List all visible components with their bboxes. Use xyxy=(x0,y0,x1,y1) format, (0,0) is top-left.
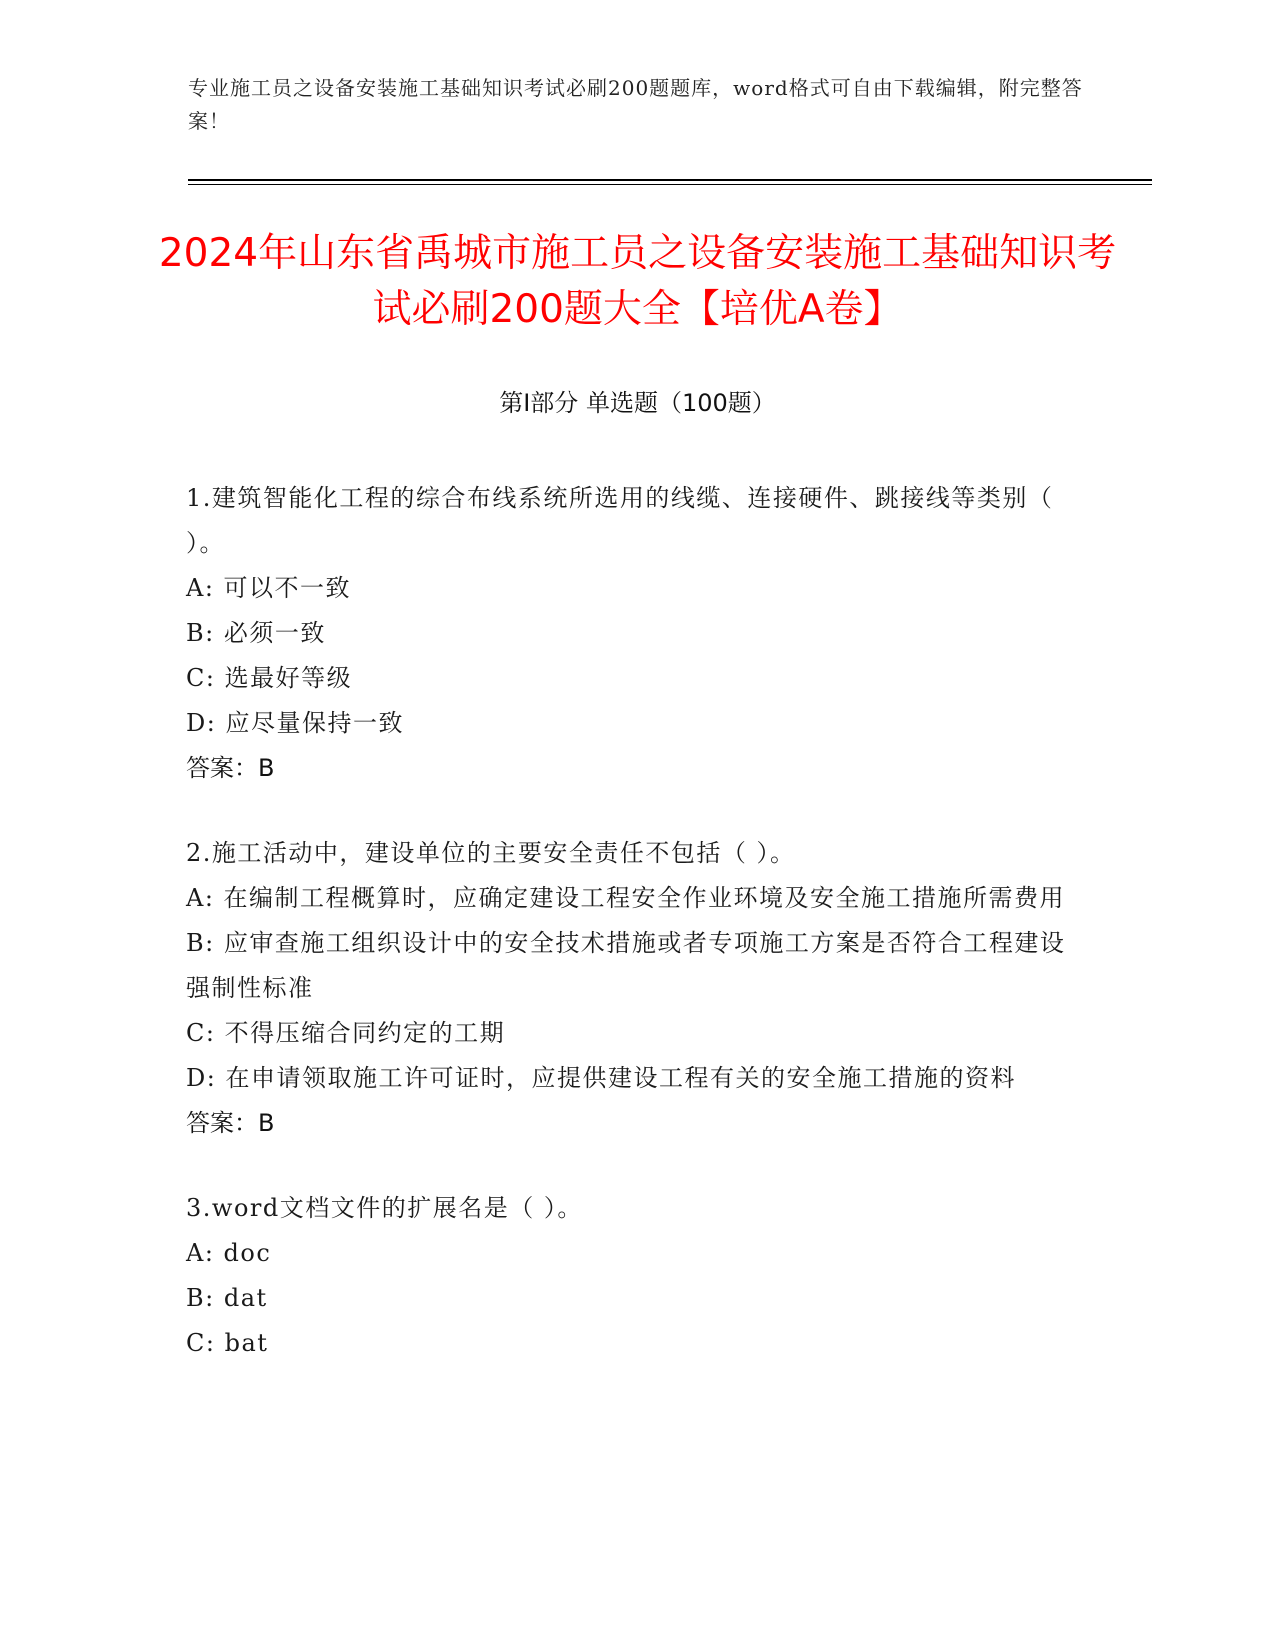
header-rule-thick xyxy=(188,179,1152,181)
question-text: 3.word文档文件的扩展名是（ ）。 xyxy=(186,1194,583,1222)
question-2 xyxy=(186,831,1076,1146)
option-a: A: doc xyxy=(186,1239,272,1267)
question-3 xyxy=(186,1186,1076,1366)
header-note: 专业施工员之设备安装施工基础知识考试必刷200题题库，word格式可自由下载编辑，附完整答案！ xyxy=(188,76,1083,133)
option-d: D: 应尽量保持一致 xyxy=(186,709,404,737)
option-b: B: 必须一致 xyxy=(186,619,326,647)
option-a: A: 在编制工程概算时，应确定建设工程安全作业环境及安全施工措施所需费用 xyxy=(186,884,1066,912)
answer: 答案：B xyxy=(186,754,275,782)
option-c: C: 选最好等级 xyxy=(186,664,353,692)
option-c: C: bat xyxy=(186,1329,269,1357)
document-title: 2024年山东省禹城市施工员之设备安装施工基础知识考试必刷200题大全【培优A卷】 xyxy=(158,231,1117,332)
question-text: 2.施工活动中，建设单位的主要安全责任不包括（ ）。 xyxy=(186,839,796,867)
section-title: 第I部分 单选题（100题） xyxy=(499,389,776,417)
question-1 xyxy=(186,476,1076,791)
option-c: C: 不得压缩合同约定的工期 xyxy=(186,1019,506,1047)
option-b: B: 应审查施工组织设计中的安全技术措施或者专项施工方案是否符合工程建设强制性标准 xyxy=(186,929,1066,1002)
question-list xyxy=(186,476,1076,1406)
option-a: A: 可以不一致 xyxy=(186,574,352,602)
question-text: 1.建筑智能化工程的综合布线系统所选用的线缆、连接硬件、跳接线等类别（ ）。 xyxy=(186,484,1054,557)
answer: 答案：B xyxy=(186,1109,275,1137)
header-rule-thin xyxy=(188,184,1152,185)
option-b: B: dat xyxy=(186,1284,268,1312)
option-d: D: 在申请领取施工许可证时，应提供建设工程有关的安全施工措施的资料 xyxy=(186,1064,1016,1092)
